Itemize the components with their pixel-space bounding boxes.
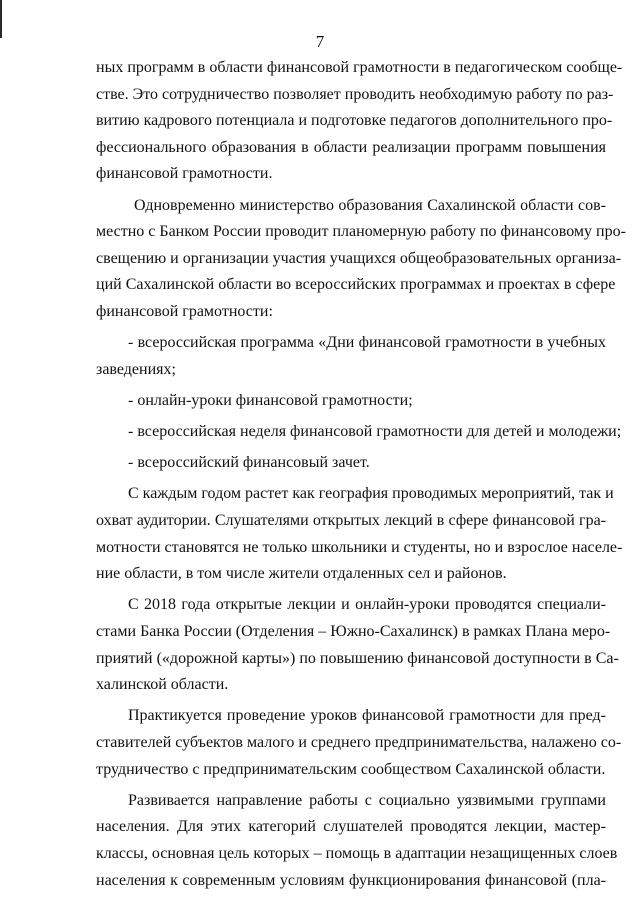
paragraph-first-line: Практикуется проведение уроков финансовой грамотности для пред- (128, 707, 606, 725)
paragraph-first-line: Развивается направление работы с социально уязвимыми группами (128, 791, 606, 809)
paragraph-first-line: С 2018 года открытые лекции и онлайн-уроки проводятся специали- (128, 596, 606, 614)
page-number: 7 (315, 32, 325, 51)
text-line: охват аудитории. Слушателями открытых лекций в сфере финансовой гра- (96, 512, 606, 530)
text-line: фессионального образования в области реализации программ повышения (96, 138, 606, 156)
text-line: свещению и организации участия учащихся общеобразовательных организа- (96, 249, 622, 267)
text-line: населения к современным условиям функционирования финансовой (пла- (96, 871, 606, 889)
text-line: стве. Это сотрудничество позволяет проводить необходимую работу по раз- (96, 85, 614, 103)
text-line: ций Сахалинской области во всероссийских программах и проектах в сфере (96, 276, 616, 294)
list-item: - онлайн-уроки финансовой грамотности; (128, 391, 413, 409)
list-item: - всероссийская неделя финансовой грамотности для детей и молодежи; (128, 423, 622, 441)
text-line: финансовой грамотности: (96, 302, 273, 320)
text-line: стами Банка России (Отделения – Южно-Сахалинск) в рамках Плана меро- (96, 623, 611, 641)
paragraph-first-line: Одновременно министерство образования Сахалинской области сов- (134, 196, 606, 214)
list-item: - всероссийский финансовый зачет. (128, 454, 370, 472)
text-line: ставителей субъектов малого и среднего предпринимательства, налажено со- (96, 734, 622, 751)
text-line: ние области, в том числе жители отдаленных сел и районов. (96, 565, 507, 583)
paragraph-first-line: С каждым годом растет как география проводимых мероприятий, так и (128, 485, 614, 503)
text-line: приятий («дорожной карты») по повышению финансовой доступности в Са- (96, 649, 619, 667)
document-body (96, 55, 626, 894)
text-line: местно с Банком России проводит планомерную работу по финансовому про- (96, 223, 626, 241)
text-line: ных программ в области финансовой грамотности в педагогическом сообще- (96, 59, 623, 76)
text-line: финансовой грамотности. (96, 165, 273, 183)
text-line: классы, основная цель которых – помощь в адаптации незащищенных слоев (96, 844, 618, 862)
text-line: заведениях; (96, 360, 176, 378)
text-line: халинской области. (96, 676, 229, 694)
text-line: витию кадрового потенциала и подготовке педагогов дополнительного про- (96, 112, 613, 130)
text-line: трудничество с предпринимательским сообществом Сахалинской области. (96, 760, 606, 778)
list-item: - всероссийская программа «Дни финансовой грамотности в учебных (128, 334, 606, 352)
text-line: мотности становятся не только школьники и студенты, но и взрослое населе- (96, 538, 623, 556)
text-line: населения. Для этих категорий слушателей проводятся лекции, мастер- (96, 818, 606, 836)
